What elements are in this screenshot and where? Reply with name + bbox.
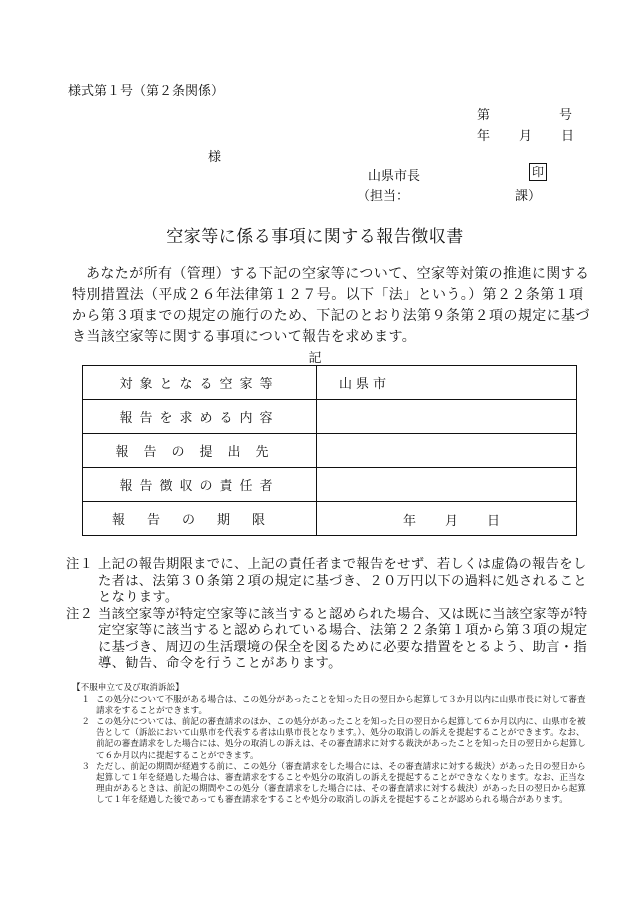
row-label-target: 対象となる空家等	[83, 366, 317, 400]
note-text: 当該空家等が特定空家等に該当すると認められた場合、又は既に当該空家等が特定空家等に該当すると認められている場合、法第２２条第１項から第３項の規定に基づき、周辺の生活環境の保全を図るために必要な措置をとるよう、助言・指導、勧告、命令を行うことがあります。	[98, 606, 588, 671]
row-value-responsible	[317, 468, 577, 502]
appeal-item	[72, 695, 592, 717]
row-label-destination: 報告の提出先	[83, 434, 317, 468]
table-row	[83, 366, 577, 400]
deadline-month: 月	[445, 514, 459, 529]
seal-mark: 印	[529, 163, 547, 181]
row-label-content: 報告を求める内容	[83, 400, 317, 434]
appeal-number: ３	[81, 761, 90, 772]
table-row	[83, 434, 577, 468]
note-text: 上記の報告期限までに、上記の責任者まで報告をせず、若しくは虚偽の報告をした者は、法第３０条第２項の規定に基づき、２０万円以下の過料に処されることとなります。	[98, 557, 587, 605]
doc-number-prefix: 第	[477, 108, 491, 123]
document-title: 空家等に係る事項に関する報告徴収書	[166, 227, 464, 247]
note-number: 注１	[66, 557, 94, 572]
ki-heading: 記	[308, 351, 322, 366]
table-row	[83, 468, 577, 502]
notes-section	[66, 557, 596, 673]
deadline-year: 年	[403, 514, 417, 529]
contact-open: （担当：	[357, 189, 410, 204]
appeal-number: ２	[81, 717, 90, 728]
doc-number-suffix: 号	[559, 108, 573, 123]
appeal-text: この処分について不服がある場合は、この処分があったことを知った日の翌日から起算して３か月以内に山県市長に対して審査請求をすることができます。	[96, 695, 586, 717]
document-date	[475, 125, 575, 144]
form-label: 様式第１号（第２条関係）	[68, 84, 225, 99]
note-item	[66, 607, 596, 673]
deadline-day: 日	[487, 514, 501, 529]
table-row	[83, 400, 577, 434]
row-value-destination	[317, 434, 577, 468]
contact-line	[357, 185, 542, 204]
appeal-section	[72, 683, 592, 806]
appeal-number: １	[81, 695, 90, 706]
row-value-deadline	[317, 502, 577, 536]
items-table	[82, 365, 577, 536]
appeal-heading: 【不服申立て及び取消訴訟】	[72, 683, 184, 693]
row-label-responsible: 報告徴収の責任者	[83, 468, 317, 502]
recipient-suffix: 様	[208, 150, 222, 165]
doc-date-day: 日	[561, 129, 575, 144]
row-label-deadline: 報告の期限	[83, 502, 317, 536]
doc-date-year: 年	[477, 129, 491, 144]
note-number: 注２	[66, 606, 94, 622]
appeal-text: ただし、前記の期間が経過する前に、この処分（審査請求をした場合には、その審査請求に対する裁決）があった日の翌日から起算して１年を経過した場合は、審査請求をすることや処分の取消しの訴えを提起することができなくなります。なお、正当な理由があるときは、前記の期間やこの処分（審査請求をした場合には、その審査請求に対する裁決）があった日の翌日から起算して１年を経過した後であっても審査請求をすることや処分の取消しの訴えを提起することが認められる場合があります。	[96, 761, 586, 805]
doc-date-month: 月	[519, 129, 533, 144]
row-value-content	[317, 400, 577, 434]
appeal-text: この処分については、前記の審査請求のほか、この処分があったことを知った日の翌日から起算して６か月以内に、山県市を被告として（訴訟において山県市を代表する者は山県市長となります。）、処分の取消しの訴えを提起することができます。なお、前記の審査請求をした場合には、処分の取消しの訴えは、その審査請求に対する裁決があったことを知った日の翌日から起算して６か月以内に提起することができます。	[96, 717, 586, 761]
issuer-name: 山県市長	[368, 169, 421, 184]
note-item	[66, 557, 596, 607]
body-paragraph: あなたが所有（管理）する下記の空家等について、空家等対策の推進に関する特別措置法（平成２６年法律第１２７号。以下「法」という。）第２２条第１項から第３項までの規定の施行のため、下記のとおり法第９条第２項の規定に基づき当該空家等に関する事項について報告を求めます。	[72, 266, 590, 345]
appeal-item	[72, 717, 592, 761]
appeal-item	[72, 762, 592, 806]
table-row	[83, 502, 577, 536]
row-value-target: 山県市	[317, 366, 577, 400]
contact-close: 課）	[515, 189, 542, 204]
